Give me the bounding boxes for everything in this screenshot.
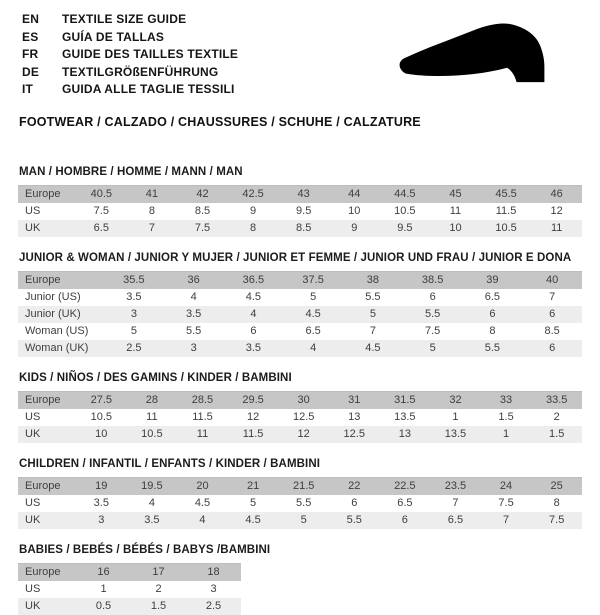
size-cell: 13.5 xyxy=(444,427,467,440)
size-cell: 4.5 xyxy=(245,290,262,303)
size-cell: 8 xyxy=(148,204,155,217)
size-cell: 5.5 xyxy=(424,307,441,320)
size-cell: 4 xyxy=(148,496,155,509)
size-cell: 19.5 xyxy=(141,479,163,492)
size-cell: 5 xyxy=(369,307,376,320)
size-cell: 4.5 xyxy=(365,341,381,354)
size-cell: 3.5 xyxy=(93,496,109,509)
size-cell: 3 xyxy=(190,341,197,354)
size-table-section xyxy=(18,166,582,237)
size-cell: 30 xyxy=(297,393,310,406)
size-cell: 8.5 xyxy=(296,221,312,234)
size-cell: 8.5 xyxy=(544,324,560,337)
size-cell: 7.5 xyxy=(424,324,441,337)
row-label: US xyxy=(25,582,41,595)
size-cell: 20 xyxy=(196,479,209,492)
size-cell: 1 xyxy=(100,582,107,595)
row-label: Europe xyxy=(25,393,61,406)
size-cell: 5 xyxy=(429,341,436,354)
size-tables xyxy=(18,166,582,615)
language-code: FR xyxy=(22,47,39,61)
size-cell: 4 xyxy=(250,307,257,320)
size-cell: 11 xyxy=(196,427,209,440)
row-label: UK xyxy=(25,599,41,612)
size-cell: 38 xyxy=(366,273,379,286)
row-label: Junior (US) xyxy=(25,290,81,303)
size-cell: 6.5 xyxy=(397,496,413,509)
table-row xyxy=(18,477,582,495)
size-cell: 36.5 xyxy=(242,273,265,286)
row-label: UK xyxy=(25,513,41,526)
language-title: GUIDA ALLE TAGLIE TESSILI xyxy=(62,82,235,96)
table-row xyxy=(18,203,582,220)
row-label: Europe xyxy=(25,273,61,286)
table-row xyxy=(18,426,582,443)
size-cell: 9.5 xyxy=(296,204,312,217)
row-label: US xyxy=(25,496,41,509)
row-label: Europe xyxy=(25,565,61,578)
size-cell: 7 xyxy=(502,513,510,526)
size-cell: 7 xyxy=(148,221,155,234)
table-row xyxy=(18,185,582,203)
size-cell: 4 xyxy=(310,341,317,354)
size-cell: 6 xyxy=(549,307,556,320)
size-cell: 2 xyxy=(553,410,560,423)
size-cell: 19 xyxy=(95,479,108,492)
size-table xyxy=(18,391,582,443)
table-row xyxy=(18,340,582,357)
size-cell: 11 xyxy=(550,221,563,234)
size-cell: 1.5 xyxy=(498,410,514,423)
size-cell: 7.5 xyxy=(549,513,565,526)
size-cell: 13 xyxy=(398,427,411,440)
size-table-section xyxy=(18,372,582,443)
language-code: DE xyxy=(22,64,40,79)
table-row xyxy=(18,563,241,581)
table-row xyxy=(18,512,582,529)
size-cell: 45 xyxy=(449,187,462,200)
size-cell: 24 xyxy=(499,479,513,492)
size-cell: 8.5 xyxy=(194,204,211,217)
size-cell: 6.5 xyxy=(305,324,321,337)
size-cell: 8 xyxy=(250,221,257,234)
category-heading: FOOTWEAR / CALZADO / CHAUSSURES / SCHUHE / CALZATURE xyxy=(19,114,421,129)
size-cell: 5 xyxy=(130,324,137,337)
size-cell: 12 xyxy=(297,427,310,440)
row-label: Woman (US) xyxy=(25,324,89,337)
size-cell: 25 xyxy=(550,479,563,492)
size-cell: 6 xyxy=(429,290,436,303)
size-cell: 4.5 xyxy=(305,307,321,320)
size-cell: 17 xyxy=(152,565,165,578)
size-cell: 13 xyxy=(348,410,361,423)
size-cell: 11 xyxy=(449,204,462,217)
size-cell: 22 xyxy=(348,479,361,492)
table-row xyxy=(18,598,241,615)
size-cell: 11.5 xyxy=(192,410,213,423)
size-cell: 22.5 xyxy=(394,479,416,492)
size-cell: 42.5 xyxy=(242,187,264,200)
size-cell: 6.5 xyxy=(93,221,109,234)
row-label: Europe xyxy=(25,479,61,492)
size-cell: 44 xyxy=(348,187,361,200)
size-cell: 7.5 xyxy=(194,221,211,234)
size-cell: 1.5 xyxy=(549,427,565,440)
size-cell: 9.5 xyxy=(397,221,413,234)
size-cell: 32 xyxy=(449,393,462,406)
row-label: US xyxy=(25,410,41,423)
size-cell: 8 xyxy=(553,496,560,509)
size-cell: 4 xyxy=(190,290,197,303)
table-row xyxy=(18,306,582,323)
size-cell: 40.5 xyxy=(90,187,112,200)
size-cell: 0.5 xyxy=(95,599,112,612)
size-cell: 5 xyxy=(300,513,307,526)
size-cell: 7 xyxy=(369,324,376,337)
size-cell: 6 xyxy=(250,324,257,337)
size-cell: 9 xyxy=(250,204,257,217)
table-row xyxy=(18,323,582,340)
size-cell: 7 xyxy=(452,496,459,509)
size-cell: 2.5 xyxy=(205,599,222,612)
size-cell: 10.5 xyxy=(90,410,112,423)
size-cell: 3.5 xyxy=(245,341,262,354)
size-cell: 4 xyxy=(199,513,206,526)
size-cell: 10 xyxy=(348,204,361,217)
size-cell: 11.5 xyxy=(495,204,517,217)
size-cell: 3 xyxy=(130,307,137,320)
language-title: TEXTILE SIZE GUIDE xyxy=(62,12,187,26)
size-cell: 7.5 xyxy=(498,496,514,509)
size-cell: 46 xyxy=(550,187,563,200)
size-cell: 6 xyxy=(489,307,496,320)
size-cell: 21.5 xyxy=(292,479,315,492)
size-cell: 6 xyxy=(351,496,358,509)
size-cell: 10 xyxy=(95,427,108,440)
size-cell: 37.5 xyxy=(302,273,324,286)
size-cell: 11.5 xyxy=(242,427,264,440)
size-cell: 21 xyxy=(246,479,260,492)
table-title: BABIES / BEBÉS / BÉBÉS / BABYS /BAMBINI xyxy=(19,543,271,556)
size-cell: 6.5 xyxy=(447,513,464,526)
table-row xyxy=(18,271,582,289)
size-cell: 5 xyxy=(310,290,317,303)
table-row xyxy=(18,409,582,426)
language-code: EN xyxy=(22,12,40,26)
size-cell: 41 xyxy=(145,187,159,200)
table-row xyxy=(18,391,582,409)
size-cell: 7 xyxy=(549,290,556,303)
size-cell: 28 xyxy=(145,393,159,406)
size-cell: 1 xyxy=(502,427,510,440)
size-cell: 36 xyxy=(187,273,200,286)
size-cell: 12 xyxy=(550,204,563,217)
size-cell: 2 xyxy=(155,582,162,595)
size-cell: 16 xyxy=(97,565,110,578)
size-cell: 10.5 xyxy=(141,427,163,440)
size-table xyxy=(18,271,582,357)
size-cell: 5.5 xyxy=(185,324,202,337)
row-label: Woman (UK) xyxy=(25,341,89,354)
table-title: KIDS / NIÑOS / DES GAMINS / KINDER / BAMBINI xyxy=(19,371,292,384)
size-cell: 44.5 xyxy=(394,187,416,200)
language-code: ES xyxy=(22,29,39,44)
table-title: MAN / HOMBRE / HOMME / MANN / MAN xyxy=(19,165,243,178)
size-cell: 38.5 xyxy=(421,273,444,286)
size-cell: 23.5 xyxy=(444,479,467,492)
size-table xyxy=(18,185,582,237)
size-cell: 6.5 xyxy=(484,290,501,303)
size-cell: 6 xyxy=(401,513,408,526)
size-table xyxy=(18,477,582,529)
size-cell: 4.5 xyxy=(245,513,261,526)
size-cell: 33.5 xyxy=(545,393,568,406)
size-cell: 29.5 xyxy=(242,393,264,406)
size-cell: 11 xyxy=(146,410,158,423)
size-cell: 1.5 xyxy=(150,599,167,612)
row-label: Junior (UK) xyxy=(25,307,81,320)
size-cell: 10.5 xyxy=(394,204,416,217)
size-cell: 5.5 xyxy=(365,290,381,303)
size-cell: 3 xyxy=(210,582,217,595)
size-cell: 31 xyxy=(348,393,361,406)
size-cell: 43 xyxy=(297,187,310,200)
size-cell: 27.5 xyxy=(90,393,112,406)
size-cell: 8 xyxy=(489,324,496,337)
table-title: JUNIOR & WOMAN / JUNIOR Y MUJER / JUNIOR ET FEMME / JUNIOR UND FRAU / JUNIOR E DONA xyxy=(19,251,572,264)
size-cell: 6 xyxy=(549,341,556,354)
size-table xyxy=(18,563,241,615)
size-cell: 3.5 xyxy=(185,307,202,320)
language-title: GUÍA DE TALLAS xyxy=(62,29,165,44)
size-cell: 42 xyxy=(196,187,209,200)
language-code: IT xyxy=(22,82,34,96)
size-cell: 10.5 xyxy=(495,221,517,234)
size-cell: 1 xyxy=(452,410,459,423)
size-cell: 2.5 xyxy=(126,341,142,354)
size-cell: 3.5 xyxy=(126,290,142,303)
size-cell: 39 xyxy=(486,273,499,286)
size-cell: 3.5 xyxy=(144,513,160,526)
size-cell: 35.5 xyxy=(123,273,145,286)
size-cell: 9 xyxy=(351,221,358,234)
size-cell: 5.5 xyxy=(484,341,501,354)
language-title: GUIDE DES TAILLES TEXTILE xyxy=(62,47,239,61)
language-title: TEXTILGRÖßENFÜHRUNG xyxy=(62,64,219,79)
size-cell: 28.5 xyxy=(191,393,214,406)
size-cell: 12 xyxy=(246,410,260,423)
size-cell: 4.5 xyxy=(194,496,211,509)
size-cell: 45.5 xyxy=(495,187,517,200)
size-cell: 5.5 xyxy=(296,496,312,509)
table-row xyxy=(18,289,582,306)
size-cell: 12.5 xyxy=(292,410,315,423)
size-cell: 7.5 xyxy=(93,204,109,217)
size-cell: 18 xyxy=(207,565,220,578)
size-cell: 40 xyxy=(546,273,559,286)
row-label: Europe xyxy=(25,187,61,200)
row-label: UK xyxy=(25,427,41,440)
row-label: UK xyxy=(25,221,41,234)
size-cell: 10 xyxy=(449,221,462,234)
table-title: CHILDREN / INFANTIL / ENFANTS / KINDER / BAMBINI xyxy=(19,457,321,470)
size-table-section xyxy=(18,252,582,357)
size-cell: 5.5 xyxy=(346,513,362,526)
size-cell: 13.5 xyxy=(394,410,416,423)
table-row xyxy=(18,495,582,512)
size-table-section xyxy=(18,458,582,529)
size-cell: 5 xyxy=(250,496,257,509)
size-table-section xyxy=(18,544,582,615)
size-cell: 33 xyxy=(499,393,513,406)
table-row xyxy=(18,220,582,237)
size-cell: 12.5 xyxy=(343,427,365,440)
table-row xyxy=(18,581,241,598)
row-label: US xyxy=(25,204,41,217)
shoe-icon xyxy=(394,22,576,100)
size-cell: 3 xyxy=(98,513,105,526)
size-cell: 31.5 xyxy=(394,393,416,406)
